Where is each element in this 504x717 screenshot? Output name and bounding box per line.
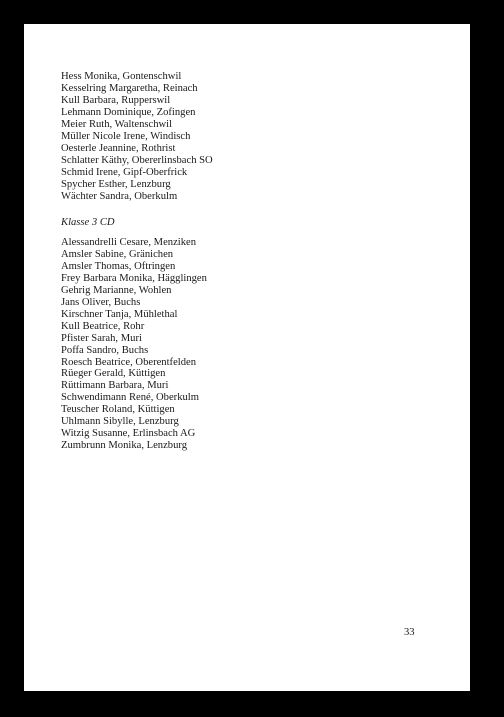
list-item: Poffa Sandro, Buchs [61, 344, 149, 356]
list-item: Teuscher Roland, Küttigen [61, 404, 175, 416]
list-item: Kesselring Margaretha, Reinach [61, 82, 198, 94]
list-item: Frey Barbara Monika, Hägglingen [61, 272, 207, 284]
student-list-section-1 [61, 71, 213, 202]
list-item: Oesterle Jeannine, Rothrist [61, 142, 176, 154]
list-item: Roesch Beatrice, Oberentfelden [61, 356, 197, 368]
list-item: Schwendimann René, Oberkulm [61, 392, 199, 404]
list-item: Schlatter Käthy, Obererlinsbach SO [61, 154, 213, 166]
list-item: Meier Ruth, Waltenschwil [61, 118, 173, 130]
list-item: Spycher Esther, Lenzburg [61, 178, 171, 190]
list-item: Rüttimann Barbara, Muri [61, 380, 169, 392]
list-item: Uhlmann Sibylle, Lenzburg [61, 416, 179, 428]
list-item: Kull Barbara, Rupperswil [61, 94, 171, 106]
list-item: Alessandrelli Cesare, Menziken [61, 237, 197, 248]
list-item: Kirschner Tanja, Mühlethal [61, 308, 178, 320]
list-item: Kull Beatrice, Rohr [61, 320, 145, 332]
list-item: Amsler Thomas, Oftringen [61, 260, 176, 272]
list-item: Schmid Irene, Gipf-Oberfrick [61, 166, 188, 178]
list-item: Zumbrunn Monika, Lenzburg [61, 440, 188, 452]
list-item: Müller Nicole Irene, Windisch [61, 130, 191, 142]
list-item: Pfister Sarah, Muri [61, 332, 142, 344]
page-number: 33 [404, 627, 415, 638]
list-item: Lehmann Dominique, Zofingen [61, 106, 196, 118]
list-item: Gehrig Marianne, Wohlen [61, 284, 172, 296]
list-item: Wächter Sandra, Oberkulm [61, 190, 178, 202]
student-list-section-2 [61, 237, 207, 452]
document-page [24, 24, 470, 691]
class-heading: Klasse 3 CD [61, 217, 115, 228]
list-item: Witzig Susanne, Erlinsbach AG [61, 428, 196, 440]
list-item: Amsler Sabine, Gränichen [61, 248, 174, 260]
list-item: Hess Monika, Gontenschwil [61, 71, 182, 82]
list-item: Jans Oliver, Buchs [61, 296, 141, 308]
list-item: Rüeger Gerald, Küttigen [61, 368, 166, 380]
